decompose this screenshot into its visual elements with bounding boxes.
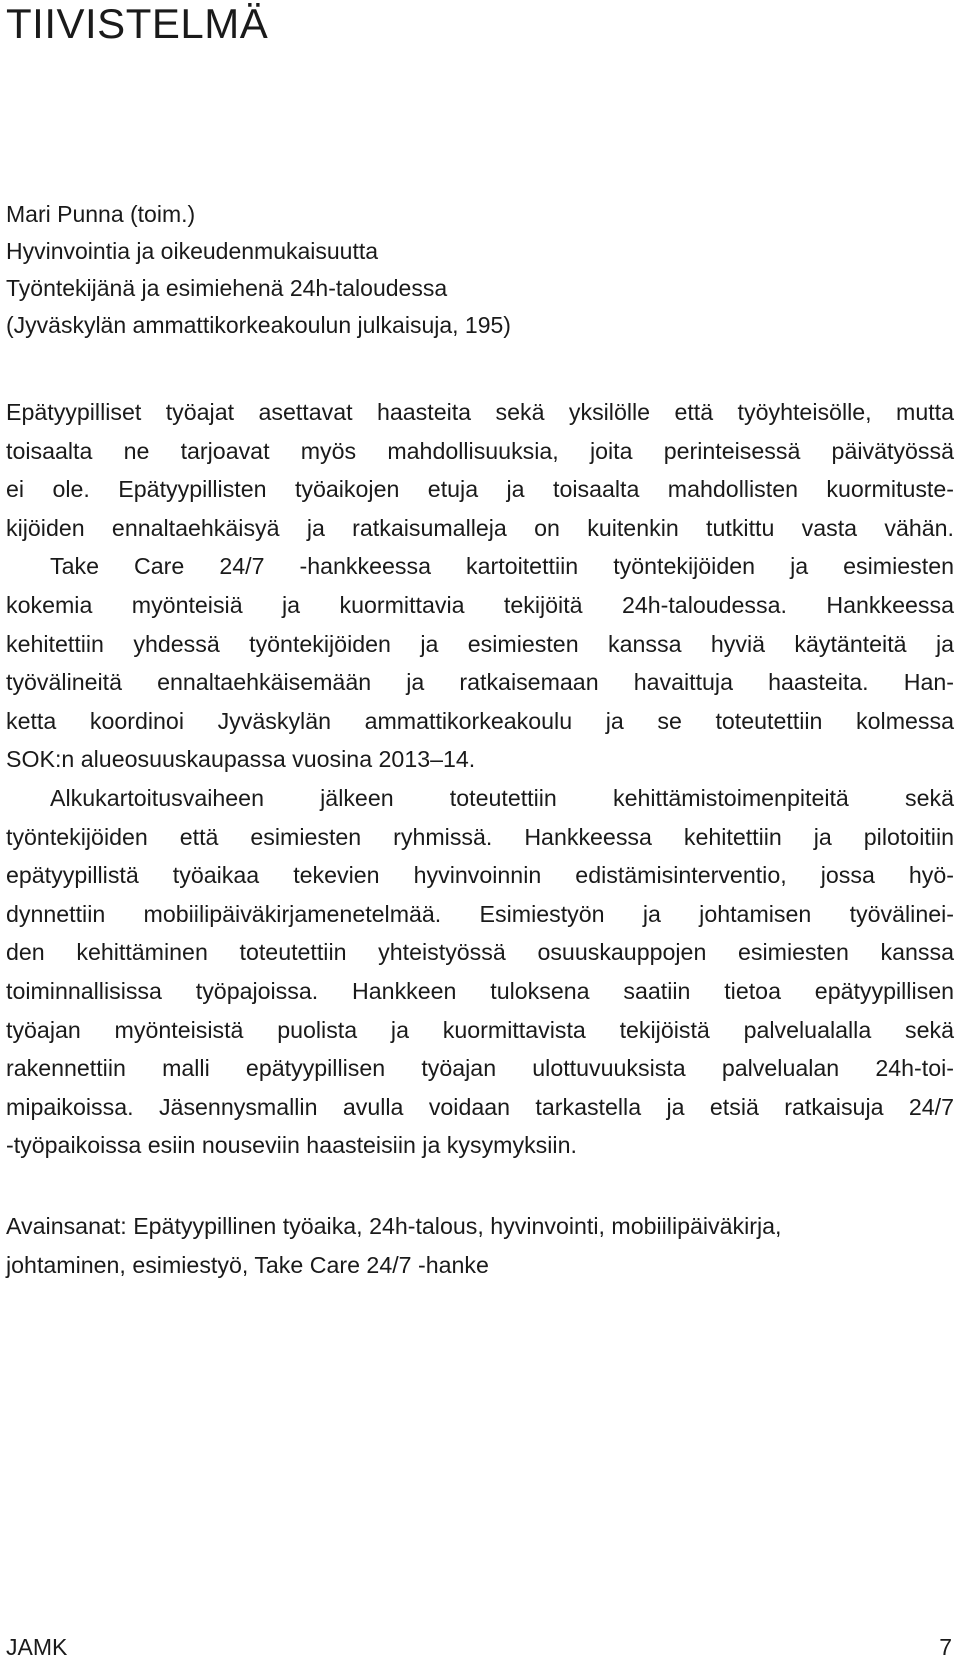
abstract-line: SOK:n alueosuuskaupassa vuosina 2013–14. [6,746,476,773]
abstract-line: Alkukartoitusvaiheen jälkeen toteutettiin kehittämistoimenpiteitä sekä [50,784,954,811]
abstract-line: toiminnallisissa työpajoissa. Hankkeen tuloksena saatiin tietoa epätyypillisen [6,977,954,1004]
keywords [6,1207,954,1284]
abstract-line: mipaikoissa. Jäsennysmallin avulla voidaan tarkastella ja etsiä ratkaisuja 24/7 [6,1093,954,1120]
publication-series: (Jyväskylän ammattikorkeakoulun julkaisuja, 195) [6,312,511,338]
abstract-line: kijöiden ennaltaehkäisyä ja ratkaisumalleja on kuitenkin tutkittu vasta vähän. [6,514,954,541]
abstract-line: dynnettiin mobiilipäiväkirjamenetelmää. Esimiestyön ja johtamisen työvälinei- [6,900,954,927]
abstract-line: työajan myönteisistä puolista ja kuormittavista tekijöistä palvelualalla sekä [6,1016,954,1043]
editor-name: Mari Punna (toim.) [6,201,196,227]
keywords-line: Avainsanat: Epätyypillinen työaika, 24h-talous, hyvinvointi, mobiilipäiväkirja, [6,1213,782,1239]
abstract-line: työntekijöiden että esimiesten ryhmissä. Hankkeessa kehitettiin ja pilotoitiin [6,823,954,850]
abstract-line: Take Care 24/7 -hankkeessa kartoitettiin työntekijöiden ja esimiesten [50,553,954,580]
abstract-line: Epätyypilliset työajat asettavat haasteita sekä yksilölle että työyhteisölle, mutta [6,399,954,425]
abstract-body [6,393,954,1165]
page-title: TIIVISTELMÄ [6,0,269,47]
book-subtitle: Työntekijänä ja esimiehenä 24h-taloudessa [6,275,448,301]
abstract-line: den kehittäminen toteutettiin yhteistyössä osuuskauppojen esimiesten kanssa [6,939,954,966]
publication-info [6,196,946,344]
abstract-line: toisaalta ne tarjoavat myös mahdollisuuksia, joita perinteisessä päivätyössä [6,437,954,464]
book-title: Hyvinvointia ja oikeudenmukaisuutta [6,238,379,264]
abstract-line: kehitettiin yhdessä työntekijöiden ja esimiesten kanssa hyviä käytänteitä ja [6,630,954,657]
abstract-line: työvälineitä ennaltaehkäisemään ja ratkaisemaan havaittuja haasteita. Han- [6,669,954,696]
abstract-line: kokemia myönteisiä ja kuormittavia tekijöitä 24h-taloudessa. Hankkeessa [6,591,954,618]
footer-publisher: JAMK [6,1634,68,1660]
abstract-line: ei ole. Epätyypillisten työaikojen etuja ja toisaalta mahdollisten kuormituste- [6,476,954,503]
page-number: 7 [939,1634,952,1660]
abstract-line: epätyypillistä työaikaa tekevien hyvinvoinnin edistämisinterventio, jossa hyö- [6,862,954,889]
abstract-line: ketta koordinoi Jyväskylän ammattikorkeakoulu ja se toteutettiin kolmessa [6,707,954,734]
abstract-line: rakennettiin malli epätyypillisen työajan ulottuvuuksista palvelualan 24h-toi- [6,1055,954,1082]
keywords-line: johtaminen, esimiestyö, Take Care 24/7 -hanke [6,1251,489,1278]
abstract-line: -työpaikoissa esiin nouseviin haasteisiin ja kysymyksiin. [6,1132,577,1159]
